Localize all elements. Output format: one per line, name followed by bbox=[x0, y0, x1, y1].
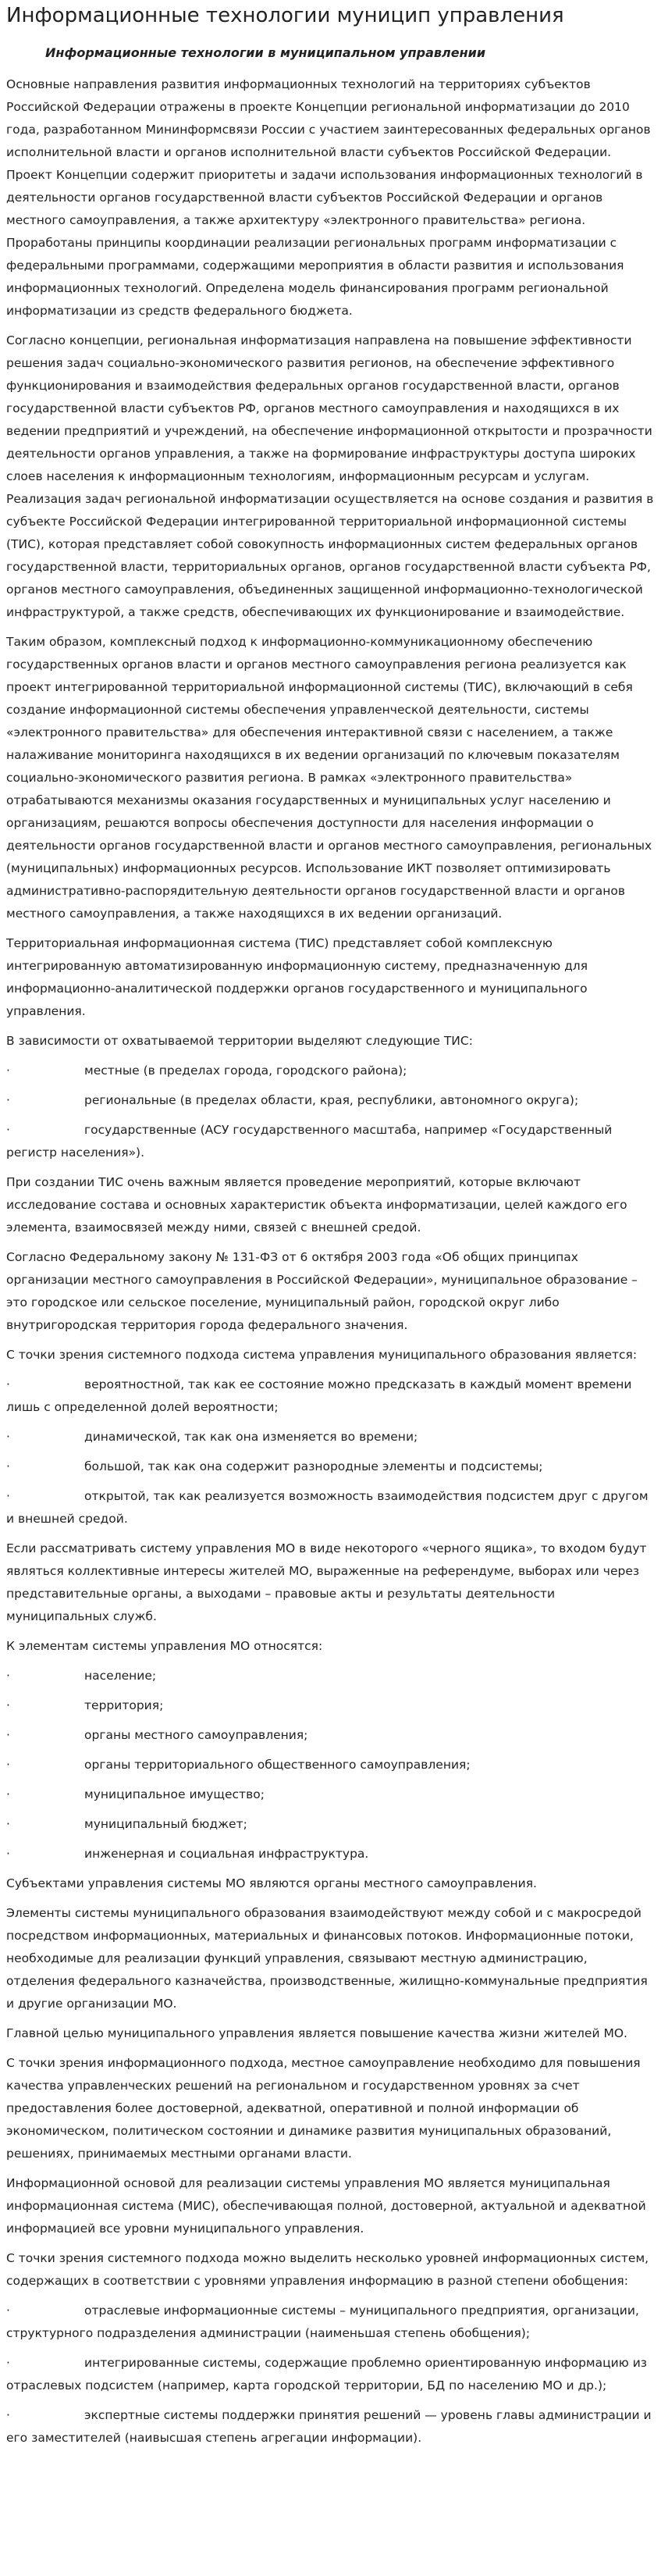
bullet-marker: · bbox=[6, 1489, 10, 1503]
bullet-marker: · bbox=[6, 1817, 10, 1831]
list-item-text: органы местного самоуправления; bbox=[84, 1728, 308, 1742]
list-item-text: территория; bbox=[84, 1698, 164, 1712]
list-item bbox=[6, 1060, 655, 1082]
list-item bbox=[6, 1665, 655, 1687]
bullet-marker: · bbox=[6, 1459, 10, 1473]
list-item-text: вероятностной, так как ее состояние можно предсказать в каждый момент времени лишь с определенной долей вероятности; bbox=[6, 1377, 632, 1414]
list-item-text: динамической, так как она изменяется во времени; bbox=[84, 1430, 418, 1444]
list-item-text: муниципальный бюджет; bbox=[84, 1817, 247, 1831]
bullet-marker: · bbox=[6, 1787, 10, 1801]
paragraph: Согласно Федеральному закону № 131-ФЗ от 6 октября 2003 года «Об общих принципах организации местного самоуправления в Российской Федерации», муниципальное образование – это городское или сельское поселение, муниципальный район, городской округ либо внутригородская территория города федерального значения. bbox=[6, 1250, 638, 1332]
article-body bbox=[6, 73, 655, 2450]
list-item bbox=[6, 1754, 655, 1776]
list-item-text: интегрированные системы, содержащие проблемно ориентированную информацию из отраслевых подсистем (например, карта городской территории, БД по населению МО и др.); bbox=[6, 2356, 648, 2393]
bullet-marker: · bbox=[6, 2408, 10, 2422]
list-item bbox=[6, 1455, 655, 1478]
page-title: Информационные технологии муницип управления bbox=[6, 4, 564, 27]
list-item bbox=[6, 1089, 655, 1112]
list-item-text: органы территориального общественного самоуправления; bbox=[84, 1758, 471, 1772]
paragraph: С точки зрения системного подхода система управления муниципального образования является: bbox=[6, 1348, 638, 1362]
list-item bbox=[6, 1783, 655, 1806]
list-item-text: региональные (в пределах области, края, республики, автономного округа); bbox=[84, 1093, 579, 1107]
paragraph: В зависимости от охватываемой территории выделяют следующие ТИС: bbox=[6, 1034, 473, 1048]
bullet-marker: · bbox=[6, 1728, 10, 1742]
bullet-marker: · bbox=[6, 1377, 10, 1391]
list-item bbox=[6, 1724, 655, 1747]
list-item bbox=[6, 1426, 655, 1448]
bullet-marker: · bbox=[6, 1064, 10, 1078]
list-item bbox=[6, 1843, 655, 1865]
list-item-text: население; bbox=[84, 1669, 157, 1683]
bullet-marker: · bbox=[6, 1430, 10, 1444]
paragraph: Таким образом, комплексный подход к информационно-коммуникационному обеспечению государственных органов власти и органов местного самоуправления региона реализуется как проект интегрированной территориальной информационной системы (ТИС), включающий в себя создание информационной системы обеспечения управленческой деятельности, системы «электронного правительства» для обеспечения интерактивной связи с населением, а также налаживание мониторинга находящихся в их ведении организаций по ключевым показателям социально-экономического развития региона. В рамках «электронного правительства» отрабатываются механизмы оказания государственных и муниципальных услуг населению и организациям, решаются вопросы обеспечения доступности для населения информации о деятельности органов государственной власти и органов местного самоуправления, региональных (муниципальных) информационных ресурсов. Использование ИКТ позволяет оптимизировать административно-распорядительную деятельности органов государственной власти и органов местного самоуправления, а также находящихся в их ведении организаций. bbox=[6, 635, 652, 921]
bullet-marker: · bbox=[6, 1123, 10, 1137]
list-item bbox=[6, 1119, 655, 1164]
list-item-text: местные (в пределах города, городского района); bbox=[84, 1064, 407, 1078]
bullet-marker: · bbox=[6, 1847, 10, 1861]
bullet-marker: · bbox=[6, 1698, 10, 1712]
list-item-text: инженерная и социальная инфраструктура. bbox=[84, 1847, 369, 1861]
list-item-text: экспертные системы поддержки принятия решений — уровень главы администрации и его заместителей (наивысшая степень агрегации информации). bbox=[6, 2408, 652, 2445]
bullet-marker: · bbox=[6, 2303, 10, 2318]
list-item-text: открытой, так как реализуется возможность взаимодействия подсистем друг с другом и внешней средой. bbox=[6, 1489, 649, 1526]
paragraph: Информационной основой для реализации системы управления МО является муниципальная информационная система (МИС), обеспечивающая полной, достоверной, актуальной и адекватной информацией все уровни муниципального управления. bbox=[6, 2176, 646, 2236]
list-item bbox=[6, 1374, 655, 1419]
list-item-text: большой, так как она содержит разнородные элементы и подсистемы; bbox=[84, 1459, 543, 1473]
list-item bbox=[6, 1813, 655, 1836]
article-subtitle: Информационные технологии в муниципальном управлении bbox=[45, 45, 486, 60]
list-item-text: государственные (АСУ государственного масштаба, например «Государственный регистр населения»). bbox=[6, 1123, 613, 1160]
paragraph: Основные направления развития информационных технологий на территориях субъектов Российской Федерации отражены в проекте Концепции региональной информатизации до 2010 года, разработанном Мининформсвязи России с участием заинтересованных федеральных органов исполнительной власти и органов исполнительной власти субъектов Российской Федерации. Проект Концепции содержит приоритеты и задачи использования информационных технологий в деятельности органов государственной власти субъектов Российской Федерации и органов местного самоуправления, а также архитектуру «электронного правительства» региона. Проработаны принципы координации реализации региональных программ информатизации с федеральными программами, содержащими мероприятия в области развития и использования информационных технологий. Определена модель финансирования программ региональной информатизации из средств федерального бюджета. bbox=[6, 77, 651, 318]
bullet-marker: · bbox=[6, 1669, 10, 1683]
bullet-marker: · bbox=[6, 2356, 10, 2370]
list-item bbox=[6, 2352, 655, 2397]
paragraph: Согласно концепции, региональная информатизация направлена на повышение эффективности решения задач социально-экономического развития регионов, на обеспечение эффективного функционирования и взаимодействия федеральных органов государственной власти, органов государственной власти субъектов РФ, органов местного самоуправления и находящихся в их ведении предприятий и учреждений, на обеспечение информационной открытости и прозрачности деятельности органов управления, а также на формирование инфраструктуры доступа широких слоев населения к информационным технологиям, информационным ресурсам и услугам. Реализация задач региональной информатизации осуществляется на основе создания и развития в субъекте Российской Федерации интегрированной территориальной информационной системы (ТИС), которая представляет собой совокупность информационных систем федеральных органов государственной власти, территориальных органов, органов государственной власти субъекта РФ, органов местного самоуправления, объединенных защищенной информационно-технологической инфраструктурой, а также средств, обеспечивающих их функционирование и взаимодействие. bbox=[6, 333, 654, 619]
list-item-text: муниципальное имущество; bbox=[84, 1787, 265, 1801]
paragraph: При создании ТИС очень важным является проведение мероприятий, которые включают исследование состава и основных характеристик объекта информатизации, целей каждого его элемента, взаимосвязей между ними, связей с внешней средой. bbox=[6, 1175, 627, 1235]
paragraph: К элементам системы управления МО относятся: bbox=[6, 1639, 323, 1653]
paragraph: Элементы системы муниципального образования взаимодействуют между собой и с макросредой посредством информационных, материальных и финансовых потоков. Информационные потоки, необходимые для реализации функций управления, связывают местную администрацию, отделения федерального казначейства, производственные, жилищно-коммунальные предприятия и другие организации МО. bbox=[6, 1906, 648, 2011]
paragraph: Территориальная информационная система (ТИС) представляет собой комплексную интегрированную автоматизированную информационную систему, предназначенную для информационно-аналитической поддержки органов государственного и муниципального управления. bbox=[6, 936, 588, 1018]
paragraph: Если рассматривать систему управления МО в виде некоторого «черного ящика», то входом будут являться коллективные интересы жителей МО, выраженные на референдуме, выборах или через представительные органы, а выходами – правовые акты и результаты деятельности муниципальных служб. bbox=[6, 1541, 647, 1623]
paragraph: С точки зрения системного подхода можно выделить несколько уровней информационных систем, содержащих в соответствии с уровнями управления информацию в разной степени обобщения: bbox=[6, 2251, 649, 2288]
list-item-text: отраслевые информационные системы – муниципального предприятия, организации, структурного подразделения администрации (наименьшая степень обобщения); bbox=[6, 2303, 639, 2340]
paragraph: Субъектами управления системы МО являются органы местного самоуправления. bbox=[6, 1876, 537, 1890]
list-item bbox=[6, 1485, 655, 1530]
list-item bbox=[6, 1694, 655, 1717]
list-item bbox=[6, 2300, 655, 2345]
paragraph: Главной целью муниципального управления является повышение качества жизни жителей МО. bbox=[6, 2026, 627, 2040]
bullet-marker: · bbox=[6, 1093, 10, 1107]
bullet-marker: · bbox=[6, 1758, 10, 1772]
list-item bbox=[6, 2404, 655, 2450]
paragraph: С точки зрения информационного подхода, местное самоуправление необходимо для повышения качества управленческих решений на региональном и государственном уровнях за счет предоставления более достоверной, адекватной, оперативной и полной информации об экономическом, политическом состоянии и динамике развития муниципальных образований, решениях, принимаемых местными органами власти. bbox=[6, 2056, 641, 2161]
